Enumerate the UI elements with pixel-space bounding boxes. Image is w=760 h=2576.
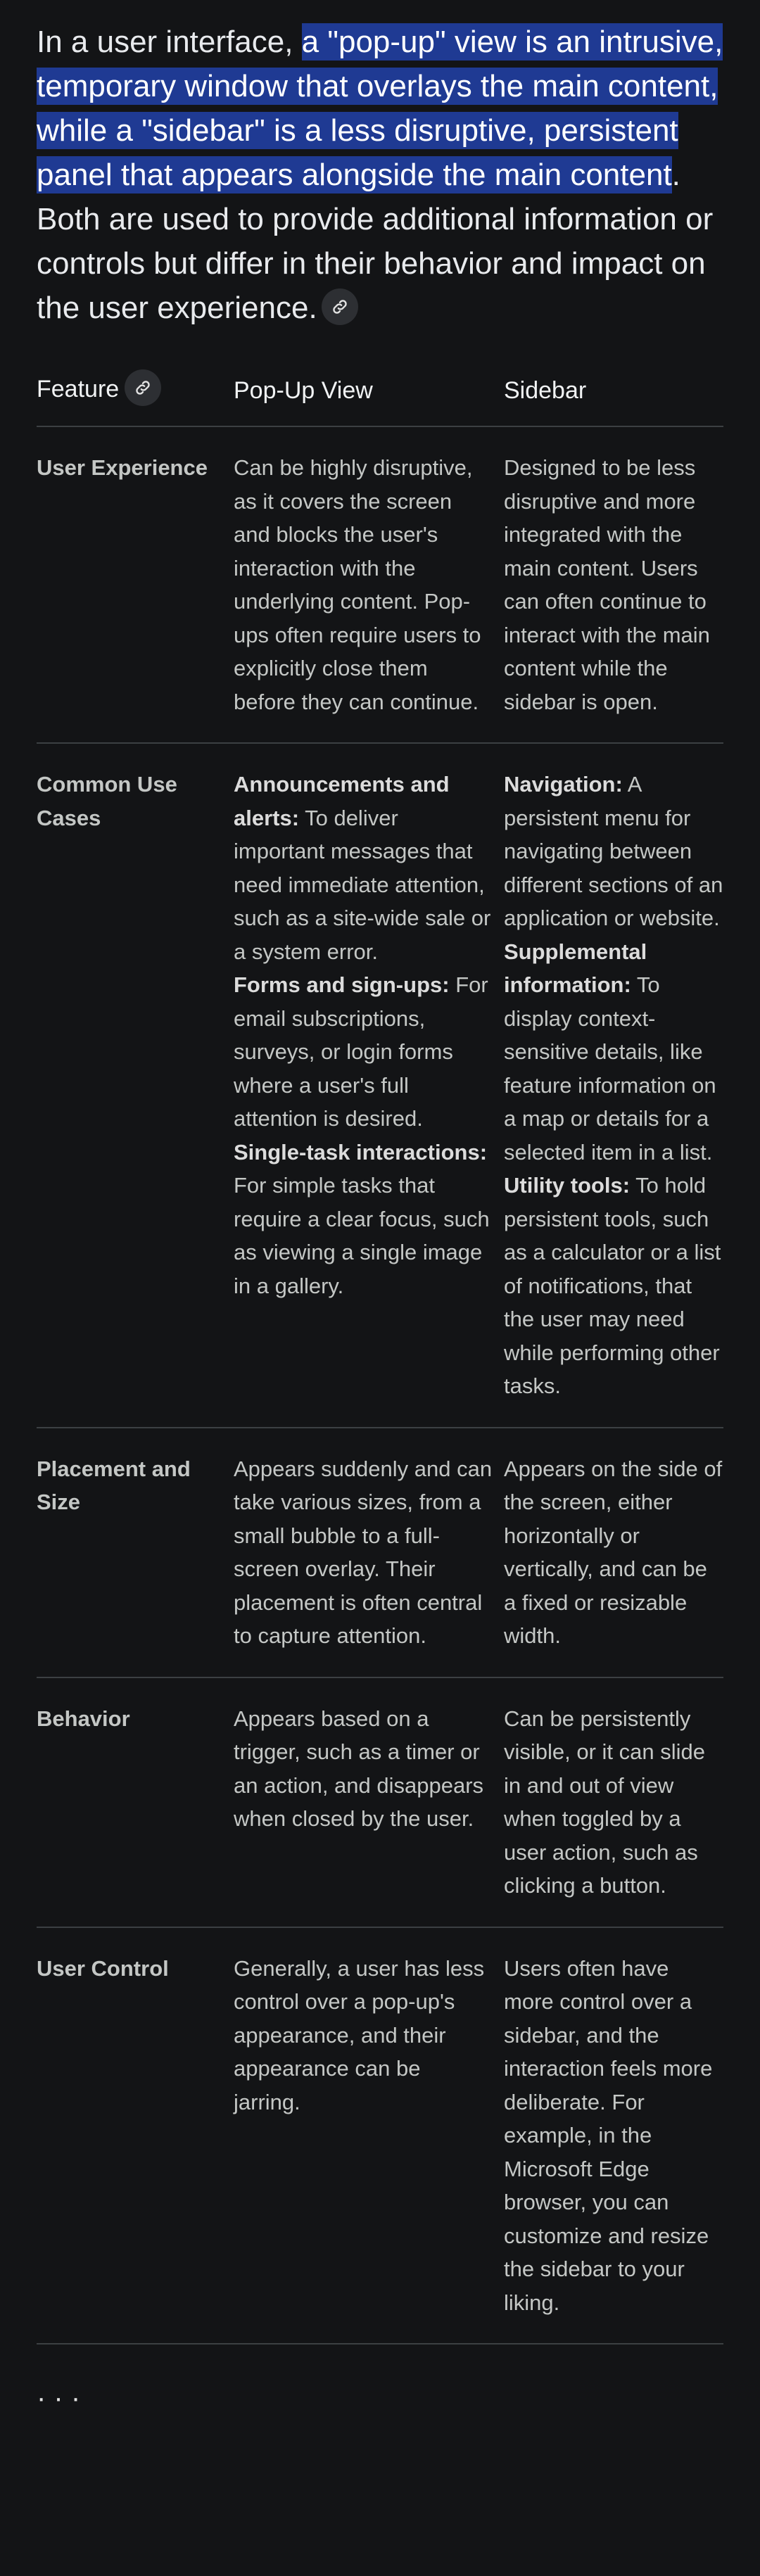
source-link-button[interactable] [322,288,358,325]
table-row [37,1927,723,2345]
use-case-item: Forms and sign-ups: For email subscriptions, surveys, or login forms where a user's full attention is desired. [234,972,488,1131]
header-popup: Pop-Up View [234,358,504,426]
row-feature: Placement and Size [37,1428,234,1677]
row-popup: Appears based on a trigger, such as a timer or an action, and disappears when closed by the user. [234,1677,504,1927]
link-icon [134,379,152,397]
table-row [37,426,723,743]
table-row [37,1428,723,1677]
row-feature: User Control [37,1927,234,2345]
header-feature: Feature [37,358,234,426]
row-sidebar: Appears on the side of the screen, either horizontally or vertically, and can be a fixed or resizable width. [504,1428,723,1677]
intro-prefix: In a user interface, [37,25,302,59]
row-sidebar [504,743,723,1428]
intro-suffix: . Both are used to provide additional information or controls but differ in their behavior and impact on the user experience. [37,158,714,325]
use-case-item: Announcements and alerts: To deliver important messages that need immediate attention, such as a site-wide sale or a system error. [234,772,491,964]
use-case-item: Single-task interactions: For simple tasks that require a clear focus, such as viewing a single image in a gallery. [234,1139,490,1298]
use-case-item: Navigation: A persistent menu for navigating between different sections of an application or website. [504,772,723,930]
table-row [37,1677,723,1927]
use-case-item: Supplemental information: To display context-sensitive details, like feature information on a map or details for a selected item in a list. [504,939,716,1165]
row-feature: Behavior [37,1677,234,1927]
table-header-row [37,358,723,426]
comparison-table [37,358,723,2345]
next-content-hint: · · · [37,2383,81,2413]
row-sidebar: Designed to be less disruptive and more integrated with the main content. Users can often continue to interact with the main content while the sidebar is open. [504,426,723,743]
use-case-item: Utility tools: To hold persistent tools, such as a calculator or a list of notifications, that the user may need while performing other tasks. [504,1173,721,1398]
row-sidebar: Can be persistently visible, or it can slide in and out of view when toggled by a user action, such as clicking a button. [504,1677,723,1927]
row-popup: Generally, a user has less control over a pop-up's appearance, and their appearance can be jarring. [234,1927,504,2345]
row-feature: Common Use Cases [37,743,234,1428]
intro-highlight[interactable]: a "pop-up" view is an intrusive, temporary window that overlays the main content, while a "sidebar" is a less disruptive, persistent panel that appears alongside the main content [37,25,723,192]
row-popup: Appears suddenly and can take various sizes, from a small bubble to a full-screen overlay. Their placement is often central to capture attention. [234,1428,504,1677]
row-feature: User Experience [37,426,234,743]
header-sidebar: Sidebar [504,358,723,426]
row-popup: Can be highly disruptive, as it covers the screen and blocks the user's interaction with the underlying content. Pop-ups often require users to explicitly close them before they can continue. [234,426,504,743]
row-sidebar: Users often have more control over a sidebar, and the interaction feels more deliberate. For example, in the Microsoft Edge browser, you can customize and resize the sidebar to your liking. [504,1927,723,2345]
intro-paragraph [37,20,723,330]
table-row [37,743,723,1428]
row-popup [234,743,504,1428]
link-icon [331,298,349,316]
feature-link-button[interactable] [125,369,161,406]
